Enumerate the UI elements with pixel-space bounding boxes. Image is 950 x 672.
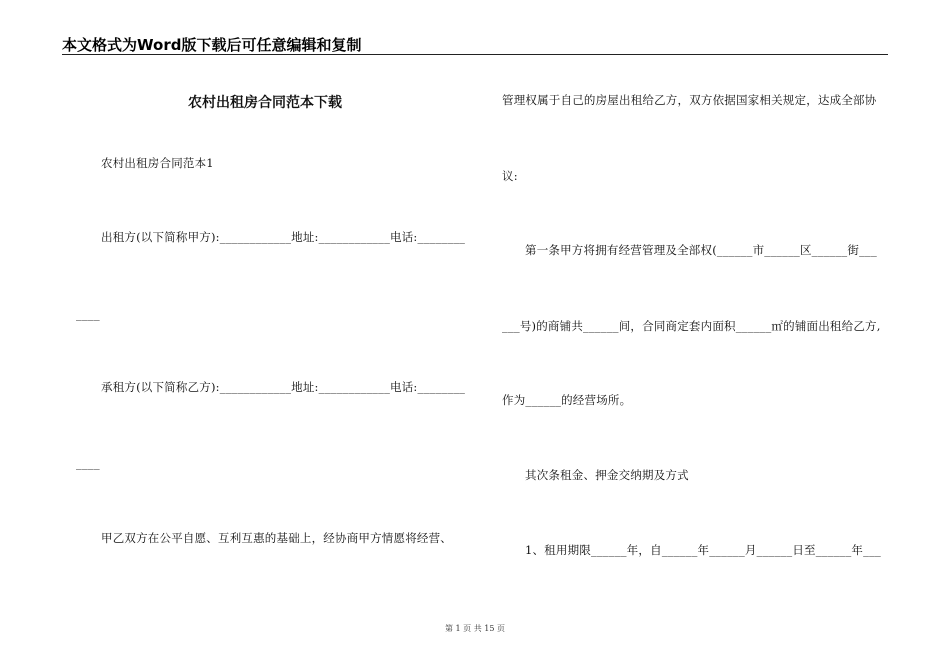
lessor-line: 出租方(以下简称甲方):____________地址:____________电话:________ <box>101 230 466 244</box>
page-indicator: 第 1 页 共 15 页 <box>445 624 505 633</box>
contract-subtitle: 农村出租房合同范本1 <box>101 156 214 170</box>
lessee-line-continued: ____ <box>76 456 100 470</box>
article-one: 第一条甲方将拥有经营管理及全部权(______市______区______街___ <box>525 243 877 257</box>
header-divider <box>62 54 888 55</box>
lease-term-clause: 1、租用期限______年，自______年______月______日至______年___ <box>525 543 881 557</box>
article-one-end: 作为______的经营场所。 <box>502 393 632 407</box>
lessor-line-continued: ____ <box>76 307 100 321</box>
intro-paragraph: 甲乙双方在公平自愿、互利互惠的基础上，经协商甲方情愿将经营、 <box>101 531 452 545</box>
article-one-continued: ___号)的商铺共______间，合同商定套内面积______㎡的铺面出租给乙方, <box>502 319 881 333</box>
intro-paragraph-end: 议: <box>502 169 518 183</box>
header-notice: 本文格式为Word版下载后可任意编辑和复制 <box>62 36 362 54</box>
intro-paragraph-continued: 管理权属于自己的房屋出租给乙方，双方依据国家相关规定，达成全部协 <box>502 93 877 107</box>
document-header <box>62 32 888 54</box>
article-two-heading: 其次条租金、押金交纳期及方式 <box>525 468 689 482</box>
document-title: 农村出租房合同范本下载 <box>188 95 342 111</box>
lessee-line: 承租方(以下简称乙方):____________地址:____________电话:________ <box>101 380 466 394</box>
